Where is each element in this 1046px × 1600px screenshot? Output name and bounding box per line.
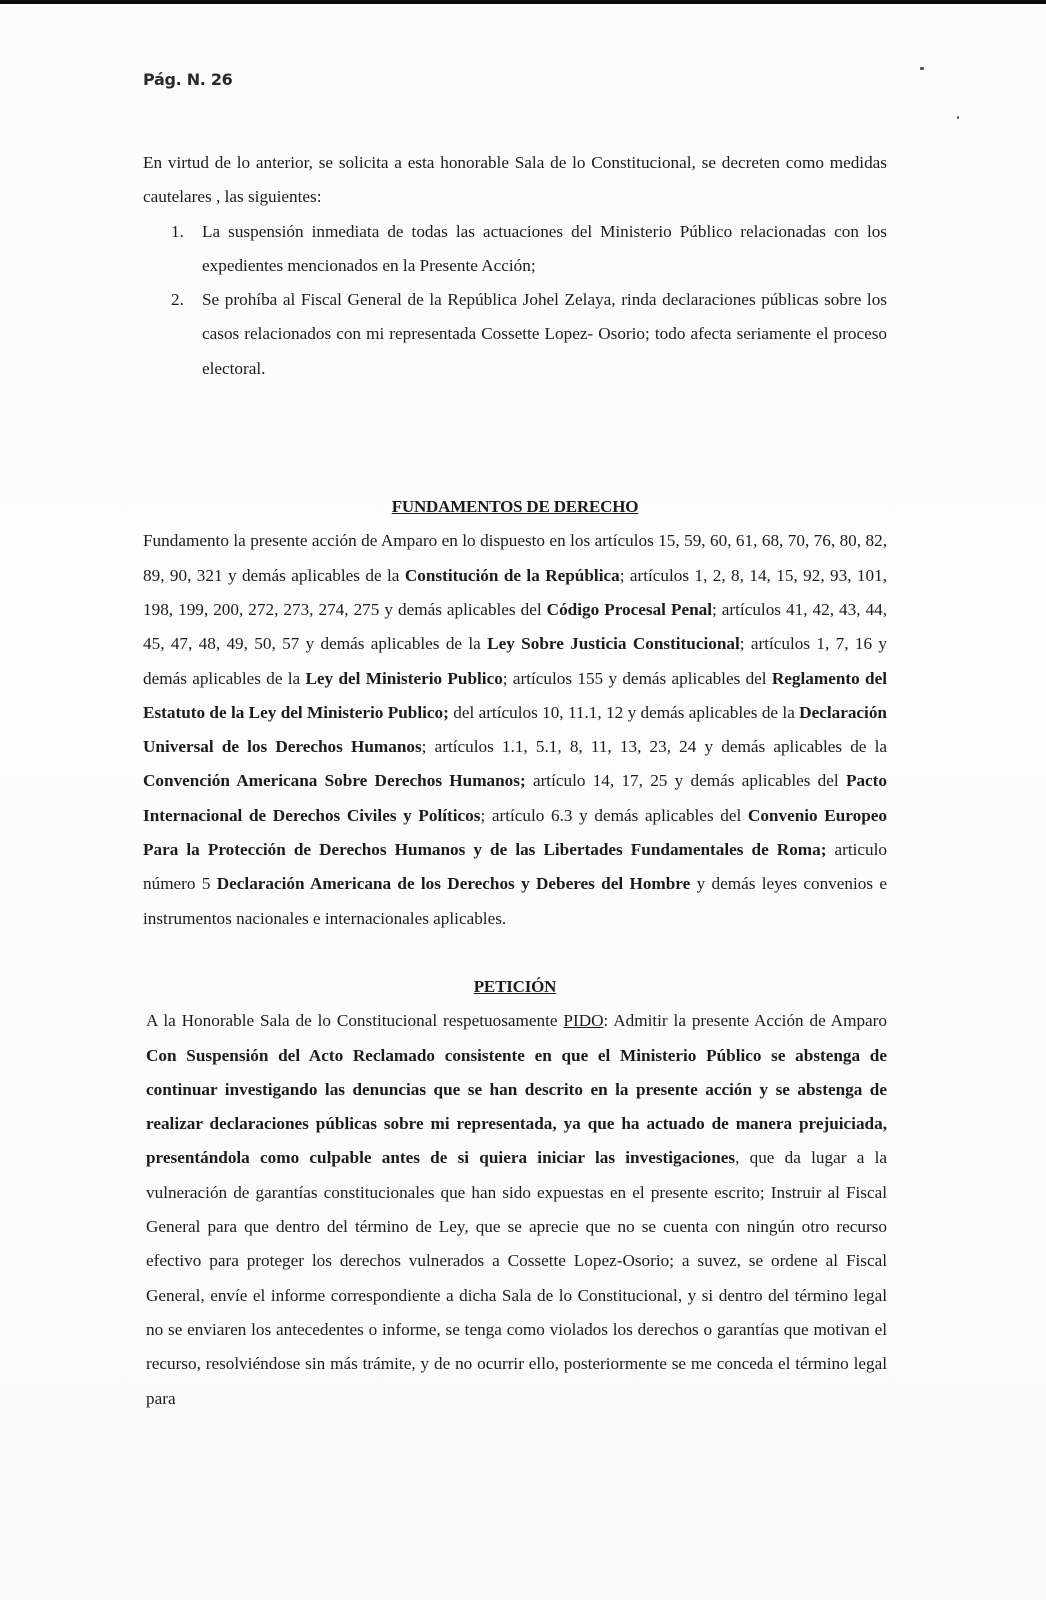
precautionary-measures-list <box>143 215 887 386</box>
bold-citation: Con Suspensión del Acto Reclamado consistente en que el Ministerio Público se abstenga de continuar investigando las denuncias que se han descrito en la presente acción y se abstenga de realizar declaraciones públicas sobre mi representada, ya que ha actuado de manera prejuiciada, presentándola como culpable antes de si quiera iniciar las investigaciones <box>146 1045 887 1168</box>
peticion-heading: PETICIÓN <box>473 976 557 996</box>
text-segment: ; artículo 6.3 y demás aplicables del <box>480 805 748 825</box>
bold-citation: Convenio Europeo Para la Protección de Derechos Humanos y de las Libertades Fundamentales de Roma; <box>143 805 887 860</box>
measure-text: Se prohíba al Fiscal General de la República Johel Zelaya, rinda declaraciones públicas sobre los casos relacionados con mi representada Cossette Lopez- Osorio; todo afecta seriamente el proceso electoral. <box>202 290 887 378</box>
bold-citation: Reglamento del Estatuto de la Ley del Ministerio Publico; <box>143 668 887 722</box>
bold-citation: Código Procesal Penal <box>546 599 713 619</box>
measure-text: La suspensión inmediata de todas las actuaciones del Ministerio Público relacionadas con los expedientes mencionados en la Presente Acción; <box>202 221 887 275</box>
text-segment: artículo 14, 17, 25 y demás aplicables del <box>525 771 846 791</box>
peticion-paragraph <box>143 1004 887 1416</box>
fundamentos-paragraph <box>143 524 887 936</box>
document-page <box>0 4 1046 1600</box>
bold-citation: Declaración Universal de los Derechos Humanos <box>143 702 887 757</box>
text-segment: ; artículos 1, 2, 8, 14, 15, 92, 93, 101, 198, 199, 200, 272, 273, 274, 275 y demás aplicables del <box>143 565 887 619</box>
measure-item <box>143 283 887 386</box>
bold-citation: Declaración Americana de los Derechos y Deberes del Hombre <box>216 874 691 894</box>
bold-citation: Convención Americana Sobre Derechos Humanos; <box>143 771 526 791</box>
bold-citation: Constitución de la República <box>404 565 620 585</box>
text-segment: , que da lugar a la vulneración de garantías constitucionales que han sido expuestas en el presente escrito; Instruir al Fiscal General para que dentro del término de Ley, que se aprecie que no se cuenta con ningún otro recurso efectivo para proteger los derechos vulnerados a Cossette Lopez-Osorio; a suvez, se ordene al Fiscal General, envíe el informe correspondiente a dicha Sala de lo Constitucional, y si dentro del término legal no se enviaren los antecedentes o informe, se tenga como violados los derechos o garantías que motivan el recurso, resolviéndose sin más trámite, y de no ocurrir ello, posteriormente se me conceda el término legal para <box>146 1148 887 1408</box>
fundamentos-heading: FUNDAMENTOS DE DERECHO <box>391 497 639 517</box>
text-segment: articulo número 5 <box>143 840 887 894</box>
text-segment: PIDO <box>563 1011 604 1031</box>
measure-number: 2. <box>171 290 184 310</box>
text-segment: ; artículos 1, 7, 16 y demás aplicables de la <box>143 634 887 688</box>
measure-item <box>143 215 887 284</box>
text-segment: : Admitir la presente Acción de Amparo <box>603 1011 887 1031</box>
intro-paragraph: En virtud de lo anterior, se solicita a esta honorable Sala de lo Constitucional, se decreten como medidas cautelares , las siguientes: <box>143 153 887 207</box>
scan-speck <box>920 67 924 70</box>
text-segment: Fundamento la presente acción de Amparo en lo dispuesto en los artículos 15, 59, 60, 61, 68, 70, 76, 80, 82, 89, 90, 321 y demás aplicables de la <box>143 531 887 585</box>
text-segment: ; artículos 1.1, 5.1, 8, 11, 13, 23, 24 y demás aplicables de la <box>421 737 887 757</box>
page-number: Pág. N. 26 <box>143 70 233 89</box>
text-segment: ; artículos 41, 42, 43, 44, 45, 47, 48, 49, 50, 57 y demás aplicables de la <box>143 599 887 654</box>
measure-number: 1. <box>171 221 184 241</box>
bold-citation: Ley del Ministerio Publico <box>305 668 503 688</box>
bold-citation: Ley Sobre Justicia Constitucional <box>487 634 740 654</box>
text-segment: y demás leyes convenios e instrumentos nacionales e internacionales aplicables. <box>143 874 887 928</box>
text-segment: ; artículos 155 y demás aplicables del <box>502 668 772 688</box>
text-segment: del artículos 10, 11.1, 12 y demás aplicables de la <box>448 702 800 722</box>
bold-citation: Pacto Internacional de Derechos Civiles y Políticos <box>143 771 887 825</box>
scan-speck <box>957 116 959 119</box>
text-segment: A la Honorable Sala de lo Constitucional respetuosamente <box>146 1011 564 1031</box>
document-body <box>143 146 887 1416</box>
